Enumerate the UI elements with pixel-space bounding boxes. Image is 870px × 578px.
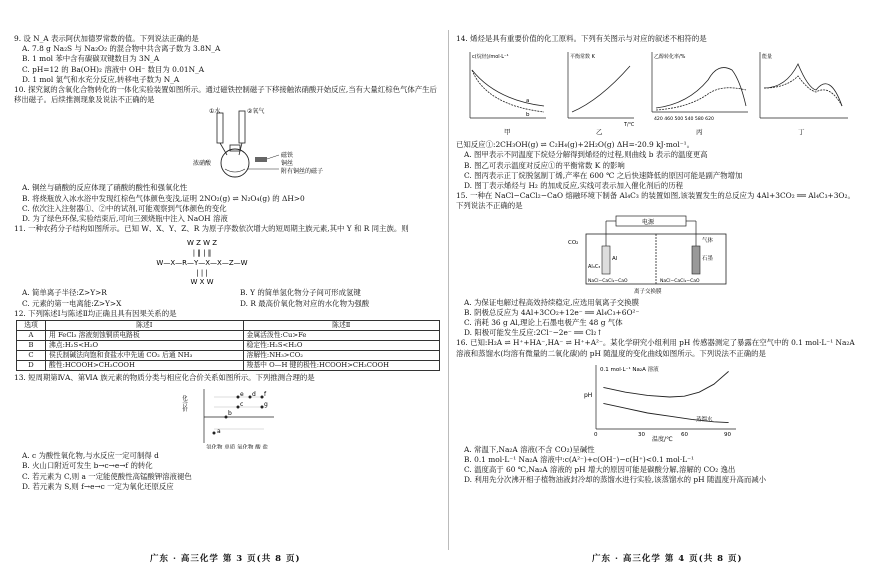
cell: 用 FeCl₃ 溶液刻蚀铜质电路板 bbox=[46, 331, 244, 341]
table-header-row bbox=[17, 321, 440, 331]
q13-option-a: A. c 为酸性氧化物,与水反应一定可制得 d bbox=[22, 451, 159, 461]
q11-stem: 11. 一种农药分子结构如图所示。已知 W、X、Y、Z、R 为原子序数依次增大的短周期主族元素,其中 Y 和 R 同主族。则 bbox=[14, 224, 409, 234]
table-row bbox=[17, 341, 440, 351]
q13-option-c: C. 若元素为 C,则 a 一定能使酸性高锰酸钾溶液褪色 bbox=[22, 471, 192, 481]
pesticide-structure-diagram bbox=[14, 236, 444, 286]
fig-label-membrane: 离子交换膜 bbox=[634, 288, 662, 295]
question-11 bbox=[14, 224, 442, 309]
q14-option-b: B. 图乙可表示温度对反应①的平衡常数 K 的影响 bbox=[464, 160, 625, 170]
graph-2-ylabel: 平衡常数 K bbox=[570, 54, 595, 61]
fig-ylabel: 化合价 bbox=[181, 395, 187, 412]
q15-option-d: D. 阳极可能发生反应:2Cl⁻−2e⁻ ══ Cl₂↑ bbox=[464, 328, 603, 338]
graph-1-ylabel: c(烷烃)/mol·L⁻¹ bbox=[472, 54, 509, 61]
q15-option-c: C. 消耗 36 g Al,理论上石墨电极产生 48 g 气体 bbox=[464, 318, 623, 328]
graph-4-ylabel: 能量 bbox=[762, 54, 773, 61]
fig-xlabel: 氢化物 单质 氧化物 酸 盐 bbox=[206, 445, 268, 450]
fig-letter-a: a bbox=[217, 428, 221, 436]
q16-option-a: A. 常温下,Na₂A 溶液(不含 CO₂)呈碱性 bbox=[464, 444, 595, 454]
q16-option-d: D. 利用先分次沸开相子植物油液封冷却的蒸馏水进行实验,该蒸馏水的 pH 随温度升高而减小 bbox=[464, 475, 767, 485]
question-14 bbox=[456, 34, 856, 191]
question-15 bbox=[456, 191, 856, 338]
table-row bbox=[17, 331, 440, 341]
q9-option-d: D. 1 mol 氯气和水充分反应,转移电子数为 N_A bbox=[22, 74, 180, 84]
page-4-column bbox=[456, 34, 856, 486]
q11-structure-figure bbox=[14, 236, 442, 286]
graph-3-ylabel: 乙醇转化率/% bbox=[654, 54, 686, 61]
q16-option-c: C. 温度高于 60 ℃,Na₂A 溶液的 pH 增大的原因可能是碳酸分解,溶解的 CO₂ 逸出 bbox=[464, 465, 736, 475]
q16-option-b: B. 0.1 mol·L⁻¹ Na₂A 溶液中:c(A²⁻)+c(OH⁻)−c(H⁺)<0.1 mol·L⁻¹ bbox=[464, 455, 695, 465]
three-neck-flask-diagram bbox=[14, 107, 444, 181]
series-label-na2a: 0.1 mol·L⁻¹ Na₂A 溶液 bbox=[600, 366, 659, 373]
table-row bbox=[17, 351, 440, 361]
q11-option-c: C. 元素的第一电离能:Z>Y>X bbox=[22, 298, 122, 308]
q13-option-d: D. 若元素为 S,则 f→e→c 一定为氧化还原反应 bbox=[22, 481, 174, 491]
question-10 bbox=[14, 85, 442, 224]
q10-option-d: D. 为了绿色环保,实验结束后,可向三颈烧瓶中注入 NaOH 溶液 bbox=[22, 214, 228, 224]
q14-stem: 14. 烯烃是具有重要价值的化工原料。下列有关图示与对应的叙述不相符的是 bbox=[456, 34, 707, 43]
question-12 bbox=[14, 309, 442, 371]
fig-label-graphite: 石墨 bbox=[702, 255, 714, 262]
x-tick-label: 30 bbox=[638, 431, 645, 438]
q14-option-d: D. 图丁表示烯烃与 H₂ 的加成反应,实线可表示加入催化剂后的历程 bbox=[464, 181, 683, 191]
q10-option-a: A. 铜丝与硝酸的反应体现了硝酸的酸性和强氧化性 bbox=[22, 183, 188, 193]
graph-3-xticks: 420 460 500 540 580 620 bbox=[654, 117, 714, 123]
x-tick-label: 90 bbox=[724, 431, 731, 438]
cell: 稳定性:H₂S<H₂O bbox=[243, 341, 439, 351]
fig-label-gas: 气体 bbox=[702, 237, 714, 244]
cell: 金属活泼性:Cu>Fe bbox=[243, 331, 439, 341]
q14-condition: 已知反应①:2CH₃OH(g) ⇌ C₂H₄(g)+2H₂O(g) ΔH=-20.9 kJ·mol⁻¹。 bbox=[456, 140, 694, 150]
electrolysis-cell-diagram bbox=[456, 214, 856, 296]
q10-apparatus-figure bbox=[14, 107, 442, 181]
svg-text:b: b bbox=[526, 112, 530, 119]
svg-text:a: a bbox=[526, 98, 530, 105]
series-line-na2a bbox=[603, 371, 728, 397]
q15-electrolysis-figure bbox=[456, 214, 856, 296]
fig-label-power: 电源 bbox=[642, 218, 655, 226]
q11-option-b: B. Y 的简单氢化物分子间可形成氢键 bbox=[240, 288, 361, 298]
fig-letter-f: f bbox=[264, 391, 267, 399]
graph-2-caption: 乙 bbox=[596, 128, 603, 137]
chart-ylabel: pH bbox=[584, 391, 593, 399]
cell: C bbox=[17, 351, 46, 361]
header-option: 选项 bbox=[17, 321, 46, 331]
svg-text:| ‖ | ‖: | ‖ | ‖ bbox=[192, 249, 212, 258]
q9-option-a: A. 7.8 g Na₂S 与 Na₂O₂ 的混合物中共含离子数为 3.8N_A bbox=[22, 44, 221, 54]
header-statement-1: 陈述Ⅰ bbox=[46, 321, 244, 331]
q12-table bbox=[16, 320, 440, 371]
fig-label-stirrer: 附有铜丝的磁子 bbox=[281, 168, 324, 176]
cell: 酸性:HCOOH>CH₃COOH bbox=[46, 361, 244, 371]
fig-label-oxygen: ②氧气 bbox=[247, 108, 265, 116]
valence-class-diagram bbox=[14, 385, 444, 449]
cell: B bbox=[17, 341, 46, 351]
series-label-water: 蒸馏水 bbox=[696, 416, 713, 423]
four-graphs bbox=[456, 46, 856, 138]
cell: 溶解性:NH₃>CO₂ bbox=[243, 351, 439, 361]
fig-letter-d: d bbox=[252, 391, 256, 399]
fig-letter-c: c bbox=[240, 401, 244, 409]
cell: 沸点:H₂S<H₂O bbox=[46, 341, 244, 351]
q16-stem: 16. 已知:H₂A ⇌ H⁺+HA⁻,HA⁻ ⇌ H⁺+A²⁻。某化学研究小组利用 pH 传感器测定了暴露在空气中的 0.1 mol·L⁻¹ Na₂A 溶液和蒸馏水(均溶有微量的二氧化碳)的 pH 随温度的变化曲线如图所示。下列说法不正确的是 bbox=[456, 338, 855, 358]
svg-text:| | |: | | | bbox=[196, 269, 208, 278]
chart-xlabel: 温度/℃ bbox=[652, 435, 673, 443]
ph-temperature-chart bbox=[456, 361, 856, 443]
graph-1-caption: 甲 bbox=[504, 128, 511, 137]
q12-stem: 12. 下列陈述Ⅰ与陈述Ⅱ均正确且具有因果关系的是 bbox=[14, 308, 177, 318]
q15-option-b: B. 阴极总反应为 4Al+3CO₂+12e⁻ ══ Al₄C₃+6O²⁻ bbox=[464, 307, 640, 317]
q10-option-c: C. 依次注入注射器①、②中的试剂,可能观察到气体颜色的变化 bbox=[22, 203, 227, 213]
svg-text:W Z W Z: W Z W Z bbox=[186, 239, 218, 248]
cell: 羧基中 O—H 键的极性:HCOOH>CH₃COOH bbox=[243, 361, 439, 371]
q9-option-c: C. pH=12 的 Ba(OH)₂ 溶液中 OH⁻ 数目为 0.01N_A bbox=[22, 64, 205, 74]
q14-option-c: C. 图丙表示正丁烷脱氢制丁烯,产率在 600 ℃ 之后快速降低的原因可能是副产物增加 bbox=[464, 170, 743, 180]
q13-option-b: B. 火山口附近可发生 b→c→e→f 的转化 bbox=[22, 461, 153, 471]
fig-label-melt-right: NaCl−CaCl₂−CaO bbox=[660, 278, 700, 284]
q15-stem: 15. 一种在 NaCl−CaCl₂−CaO 熔融环境下制备 Al₄C₃ 的装置如图,该装置发生的总反应为 4Al+3CO₂ ══ Al₄C₃+3O₂。下列说法不正确的是 bbox=[456, 191, 855, 211]
x-tick-label: 60 bbox=[681, 431, 688, 438]
fig-label-co2: CO₂ bbox=[568, 239, 579, 246]
q13-valence-figure bbox=[14, 385, 442, 449]
q13-stem: 13. 短周期第ⅣA、第ⅥA 族元素的物质分类与相应化合价关系如图所示。下列推测合理的是 bbox=[14, 373, 315, 383]
cell: D bbox=[17, 361, 46, 371]
table-row bbox=[17, 361, 440, 371]
fig-letter-g: g bbox=[264, 401, 268, 409]
fig-letter-b: b bbox=[228, 410, 232, 418]
q11-option-a: A. 简单离子半径:Z>Y>R bbox=[22, 288, 107, 298]
fig-label-al4c3: Al₄C₃ bbox=[588, 263, 601, 270]
q10-stem: 10. 探究氮的含氧化合物转化的一体化实验装置如图所示。通过磁铁控制磁子下移接触浓硝酸开始反应,当有大量红棕色气体产生后移出磁子。后续推测现象及说法不正确的是 bbox=[14, 85, 437, 105]
fig-label-al: Al bbox=[612, 255, 618, 262]
fig-letter-e: e bbox=[240, 391, 244, 399]
fig-label-magnet: 磁铁 bbox=[281, 152, 294, 160]
q15-option-a: A. 为保证电解过程高效持续稳定,应选用氧离子交换膜 bbox=[464, 297, 639, 307]
q9-stem: 9. 设 N_A 表示阿伏加德罗常数的值。下列说法正确的是 bbox=[14, 34, 199, 43]
fig-label-water: ①水 bbox=[209, 108, 221, 116]
question-13 bbox=[14, 373, 442, 492]
graph-3-caption: 丙 bbox=[696, 128, 703, 137]
x-tick-label: 0 bbox=[594, 431, 598, 438]
fig-label-melt-left: NaCl−CaCl₂−CaO bbox=[588, 278, 628, 284]
q14-graphs-figure bbox=[456, 46, 856, 138]
question-16 bbox=[456, 338, 856, 485]
q16-ph-chart bbox=[456, 361, 856, 443]
q9-option-b: B. 1 mol 苯中含有碳碳双键数目为 3N_A bbox=[22, 54, 160, 64]
cell: 侯氏制碱法向饱和食盐水中先通 CO₂ 后通 NH₃ bbox=[46, 351, 244, 361]
svg-text:W—X—R—Y—X—X—Z—W: W—X—R—Y—X—X—Z—W bbox=[156, 259, 248, 268]
page-3-footer: 广东 · 高三化学 第 3 页(共 8 页) bbox=[150, 554, 301, 564]
graph-4-caption: 丁 bbox=[798, 128, 805, 137]
page-4-footer: 广东 · 高三化学 第 4 页(共 8 页) bbox=[592, 554, 743, 564]
svg-text:W X W: W X W bbox=[190, 278, 214, 287]
q11-option-d: D. R 最高价氧化物对应的水化物为强酸 bbox=[240, 298, 370, 308]
q14-option-a: A. 图甲表示不同温度下烷烃分解得到烯烃的过程,则曲线 b 表示的温度更高 bbox=[464, 150, 708, 160]
graph-2-xlabel: T/℃ bbox=[624, 122, 635, 129]
header-statement-2: 陈述Ⅱ bbox=[243, 321, 439, 331]
cell: A bbox=[17, 331, 46, 341]
column-divider bbox=[448, 30, 449, 550]
fig-label-nitric-acid: 浓硝酸 bbox=[193, 160, 212, 168]
page-3-column bbox=[14, 34, 442, 492]
question-9 bbox=[14, 34, 442, 85]
fig-label-copper-wire: 铜丝 bbox=[281, 160, 294, 168]
q10-option-b: B. 将烧瓶放入冰水浴中发现红棕色气体颜色变浅,证明 2NO₂(g) ⇌ N₂O₄(g) 的 ΔH>0 bbox=[22, 193, 305, 203]
